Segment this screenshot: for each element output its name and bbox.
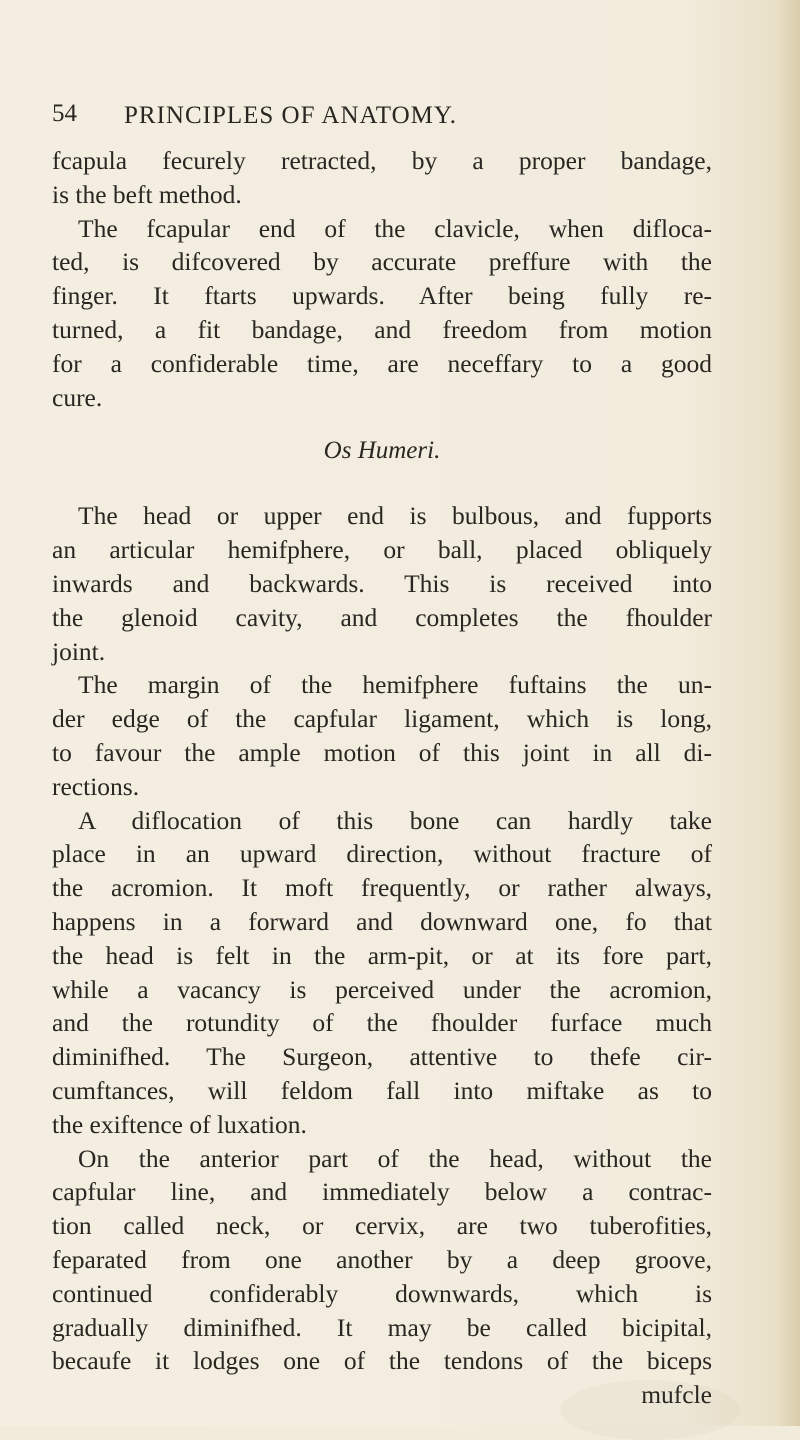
- text-line: tion called neck, or cervix, are two tuberofities,: [52, 1211, 712, 1241]
- text-line: is the beft method.: [52, 179, 242, 209]
- text-line: rections.: [52, 771, 140, 801]
- text-line: der edge of the capfular ligament, which is long,: [52, 704, 712, 734]
- text-line: happens in a forward and downward one, fo that: [52, 906, 712, 936]
- catchword: mufcle: [641, 1380, 712, 1410]
- text-line: finger. It ftarts upwards. After being fully re-: [52, 281, 712, 311]
- text-line: On the anterior part of the head, without the: [78, 1143, 712, 1173]
- page-header: [52, 100, 710, 140]
- paragraph-block-humerus: [52, 499, 712, 1378]
- text-line: cumftances, will feldom fall into miftake as to: [52, 1075, 712, 1105]
- text-line: inwards and backwards. This is received into: [52, 568, 712, 598]
- text-line: feparated from one another by a deep groove,: [52, 1244, 712, 1274]
- text-line: while a vacancy is perceived under the acromion,: [52, 974, 712, 1004]
- page-number: 54: [52, 100, 77, 127]
- text-line: capfular line, and immediately below a contrac-: [52, 1177, 712, 1207]
- text-line: place in an upward direction, without fracture of: [52, 839, 712, 869]
- text-line: A diflocation of this bone can hardly take: [78, 805, 712, 835]
- text-line: cure.: [52, 382, 103, 412]
- text-line: becaufe it lodges one of the tendons of the biceps: [52, 1346, 712, 1376]
- text-line: The margin of the hemifphere fuftains the un-: [78, 670, 712, 700]
- text-line: and the rotundity of the fhoulder furface much: [52, 1008, 712, 1038]
- text-line: diminifhed. The Surgeon, attentive to thefe cir-: [52, 1042, 712, 1072]
- text-line: joint.: [52, 636, 106, 666]
- text-line: gradually diminifhed. It may be called bicipital,: [52, 1312, 712, 1342]
- text-line: fcapula fecurely retracted, by a proper bandage,: [52, 146, 712, 175]
- text-line: to favour the ample motion of this joint in all di-: [52, 737, 712, 767]
- text-line: for a confiderable time, are neceffary to a good: [52, 348, 712, 378]
- text-line: ted, is difcovered by accurate preffure with the: [52, 247, 712, 277]
- text-line: an articular hemifphere, or ball, placed obliquely: [52, 535, 712, 565]
- text-line: the exiftence of luxation.: [52, 1109, 307, 1139]
- page-body: [52, 144, 712, 1412]
- text-line: the head is felt in the arm-pit, or at its fore part,: [52, 940, 712, 970]
- text-line: turned, a fit bandage, and freedom from motion: [52, 314, 712, 344]
- text-line: the glenoid cavity, and completes the fhoulder: [52, 602, 712, 632]
- running-head: PRINCIPLES OF ANATOMY.: [124, 102, 457, 129]
- section-heading: Os Humeri.: [323, 437, 441, 465]
- text-line: continued confiderably downwards, which is: [52, 1278, 712, 1308]
- paragraph-block-clavicle: [52, 144, 712, 414]
- text-line: The fcapular end of the clavicle, when difloca-: [78, 213, 712, 243]
- text-line: the acromion. It moft frequently, or rather always,: [52, 873, 712, 903]
- text-line: The head or upper end is bulbous, and fupports: [78, 501, 712, 531]
